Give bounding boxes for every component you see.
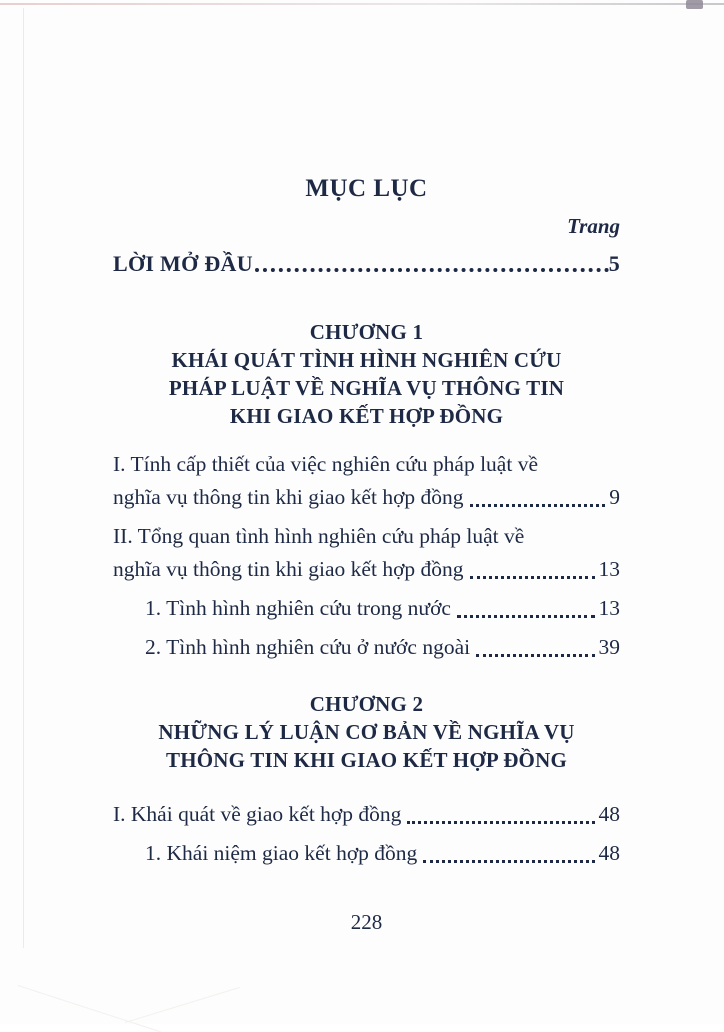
dot-leader bbox=[407, 821, 594, 824]
page-title: MỤC LỤC bbox=[305, 175, 428, 202]
toc-entry-page: 48 bbox=[598, 802, 620, 826]
toc-entry-text: nghĩa vụ thông tin khi giao kết hợp đồng bbox=[113, 557, 464, 581]
toc-entry bbox=[113, 798, 620, 831]
page-column-label: Trang bbox=[567, 214, 620, 238]
dot-leader bbox=[476, 654, 594, 657]
scan-artifact-corner-smudge bbox=[686, 0, 703, 9]
toc-entry-text: 1. Khái niệm giao kết hợp đồng bbox=[145, 841, 418, 865]
toc-content bbox=[113, 0, 620, 934]
toc-entry-page: 13 bbox=[598, 596, 620, 620]
toc-entry-page: 48 bbox=[598, 841, 620, 865]
book-page-number: 228 bbox=[350, 910, 383, 934]
chapter2-title-line: THÔNG TIN KHI GIAO KẾT HỢP ĐỒNG bbox=[166, 748, 567, 772]
toc-subentry bbox=[113, 837, 620, 870]
toc-entry-page: 39 bbox=[598, 635, 620, 659]
chapter1-heading bbox=[113, 318, 620, 430]
chapter1-title-line: KHÁI QUÁT TÌNH HÌNH NGHIÊN CỨU bbox=[171, 348, 562, 372]
toc-entry bbox=[113, 448, 620, 514]
toc-entry-text: I. Tính cấp thiết của việc nghiên cứu pháp luật về bbox=[113, 452, 538, 476]
toc-entry-text: I. Khái quát về giao kết hợp đồng bbox=[113, 802, 402, 826]
chapter2-toc-list bbox=[113, 798, 620, 870]
toc-subentry bbox=[113, 592, 620, 625]
chapter1-number: CHƯƠNG 1 bbox=[309, 320, 424, 344]
toc-entry-label: LỜI MỞ ĐẦU bbox=[113, 251, 253, 276]
chapter2-number: CHƯƠNG 2 bbox=[309, 692, 424, 716]
chapter1-title-line: PHÁP LUẬT VỀ NGHĨA VỤ THÔNG TIN bbox=[168, 376, 565, 400]
chapter2-heading bbox=[113, 690, 620, 774]
toc-entry bbox=[113, 520, 620, 586]
chapter1-toc-list bbox=[113, 448, 620, 664]
chapter1-title-line: KHI GIAO KẾT HỢP ĐỒNG bbox=[229, 404, 504, 428]
toc-subentry bbox=[113, 631, 620, 664]
toc-entry-text: nghĩa vụ thông tin khi giao kết hợp đồng bbox=[113, 485, 464, 509]
toc-entry-text: 1. Tình hình nghiên cứu trong nước bbox=[145, 596, 451, 620]
dot-leader bbox=[255, 268, 609, 272]
dot-leader bbox=[457, 615, 595, 618]
toc-entry-page: 5 bbox=[608, 251, 620, 276]
toc-entry-page: 13 bbox=[598, 557, 620, 581]
chapter2-title-line: NHỮNG LÝ LUẬN CƠ BẢN VỀ NGHĨA VỤ bbox=[158, 720, 575, 744]
dot-leader bbox=[423, 860, 594, 863]
dot-leader bbox=[470, 504, 606, 507]
scan-artifact-page-edge bbox=[23, 8, 24, 948]
toc-entry-page: 9 bbox=[609, 485, 620, 509]
scan-artifact-crease bbox=[18, 985, 161, 1032]
toc-entry-text: II. Tổng quan tình hình nghiên cứu pháp luật về bbox=[113, 524, 525, 548]
toc-entry-text: 2. Tình hình nghiên cứu ở nước ngoài bbox=[145, 635, 471, 659]
scan-artifact-crease bbox=[125, 987, 240, 1023]
toc-entry-intro bbox=[113, 250, 620, 278]
dot-leader bbox=[470, 576, 595, 579]
